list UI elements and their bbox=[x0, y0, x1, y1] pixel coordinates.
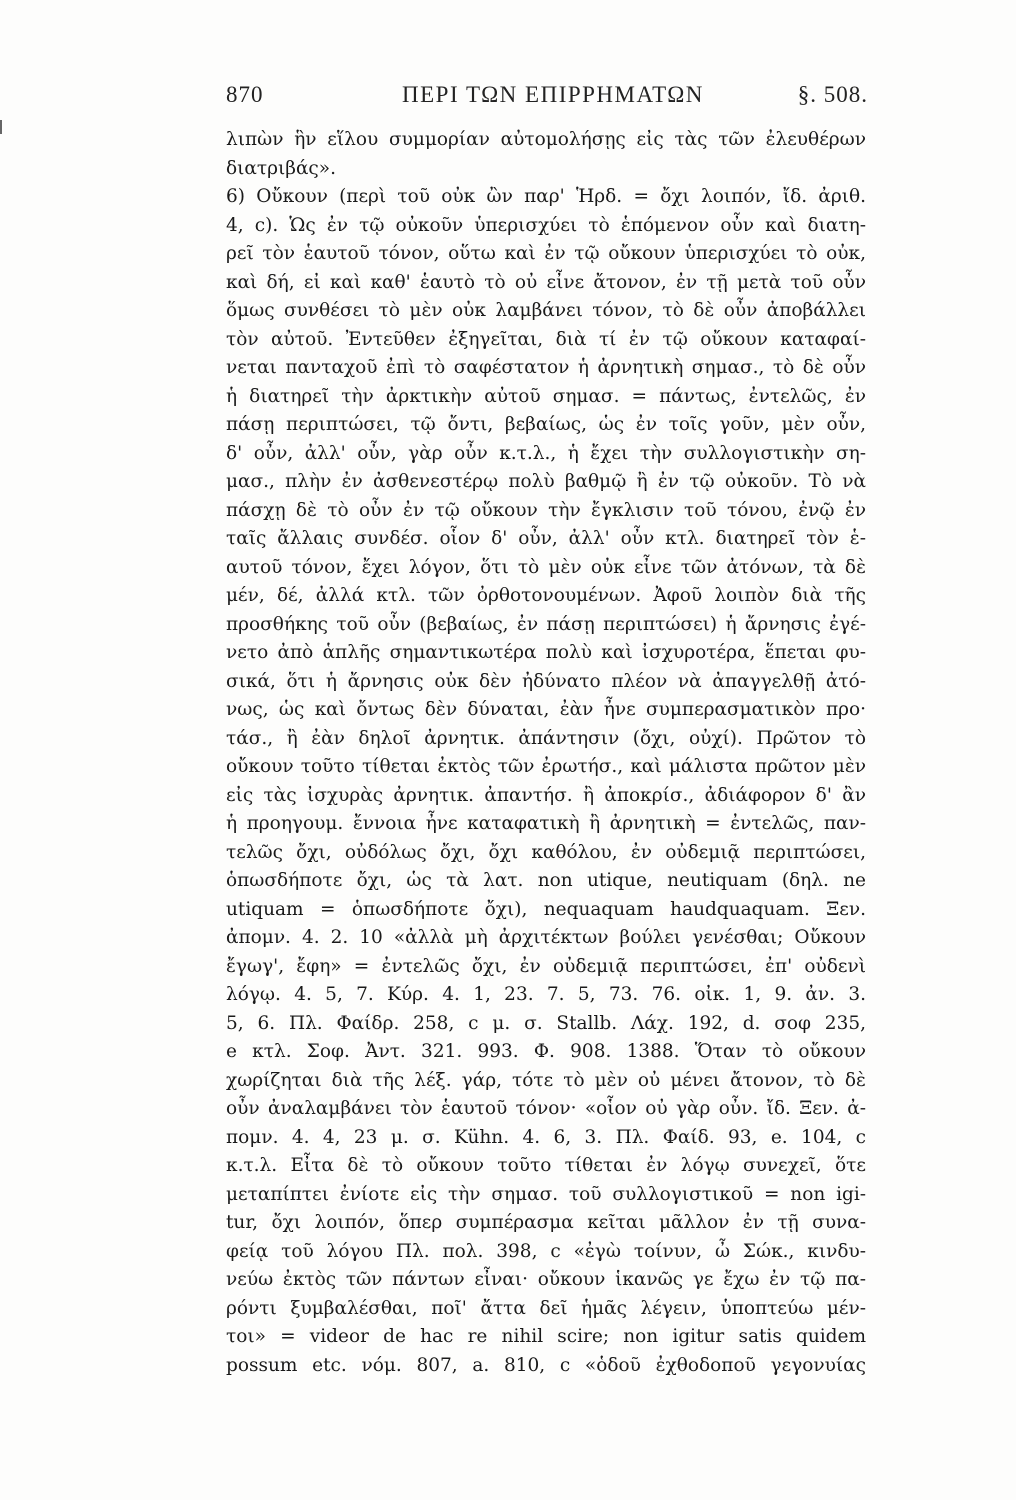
text-line: λόγῳ. 4. 5, 7. Κύρ. 4. 1, 23. 7. 5, 73. 76. οἰκ. 1, 9. ἀν. 3. bbox=[226, 984, 866, 1005]
text-line: λιπὼν ἣν εἵλου συμμορίαν αὐτομολήσῃς εἰς τὰς τῶν ἐλευθέρων bbox=[226, 129, 866, 150]
text-line: ἀπομν. 4. 2. 10 «ἀλλὰ μὴ ἀρχιτέκτων βούλει γενέσθαι; Οὔκουν bbox=[226, 927, 866, 948]
text-line: τάσ., ἢ ἐὰν δηλοῖ ἀρνητικ. ἀπάντησιν (ὄχι, οὐχί). Πρῶτον τὸ bbox=[226, 727, 866, 749]
text-line: μεταπίπτει ἐνίοτε εἰς τὴν σημασ. τοῦ συλλογιστικοῦ = non igi- bbox=[226, 1183, 866, 1205]
text-line: πάσχῃ δὲ τὸ οὖν ἐν τῷ οὔκουν τὴν ἔγκλισιν τοῦ τόνου, ἐνῷ ἐν bbox=[226, 499, 866, 521]
text-line: διατριβάς». bbox=[226, 157, 336, 179]
text-line: ἡ διατηρεῖ τὴν ἀρκτικὴν αὐτοῦ σημασ. = πάντως, ἐντελῶς, ἐν bbox=[226, 385, 866, 407]
text-line: καὶ δή, εἰ καὶ καθ' ἑαυτὸ τὸ οὐ εἶνε ἄτονον, ἐν τῇ μετὰ τοῦ οὖν bbox=[226, 271, 866, 293]
text-line: τοι» = videor de hac re nihil scire; non igitur satis quidem bbox=[226, 1326, 866, 1347]
text-line: ἔγωγ', ἔφη» = ἐντελῶς ὄχι, ἐν οὐδεμιᾷ περιπτώσει, ἐπ' οὐδενὶ bbox=[226, 955, 866, 977]
page-header bbox=[226, 82, 868, 122]
text-line: πομν. 4. 4, 23 μ. σ. Kühn. 4. 6, 3. Πλ. Φαίδ. 93, e. 104, c bbox=[226, 1126, 866, 1148]
text-line: εἰς τὰς ἰσχυρὰς ἀρνητικ. ἀπαντήσ. ἢ ἀποκρίσ., ἀδιάφορον δ' ἂν bbox=[226, 784, 866, 806]
text-line: πάσῃ περιπτώσει, τῷ ὄντι, βεβαίως, ὡς ἐν τοῖς γοῦν, μὲν οὖν, bbox=[226, 414, 866, 435]
text-line: νεται πανταχοῦ ἐπὶ τὸ σαφέστατον ἡ ἀρνητικὴ σημασ., τὸ δὲ οὖν bbox=[226, 357, 866, 378]
body-text bbox=[226, 126, 866, 1409]
text-line: ὅμως συνθέσει τὸ μὲν οὐκ λαμβάνει τόνον, τὸ δὲ οὖν ἀποβάλλει bbox=[226, 300, 866, 321]
text-line: 4, c). Ὡς ἐν τῷ οὐκοῦν ὑπερισχύει τὸ ἑπόμενον οὖν καὶ διατη- bbox=[226, 214, 866, 236]
page-edge-mark bbox=[0, 120, 2, 134]
text-line: νεύω ἐκτὸς τῶν πάντων εἶναι· οὔκουν ἱκανῶς γε ἔχω ἐν τῷ πα- bbox=[226, 1269, 866, 1290]
text-line: αυτοῦ τόνον, ἔχει λόγον, ὅτι τὸ μὲν οὐκ εἶνε τῶν ἀτόνων, τὰ δὲ bbox=[226, 556, 866, 578]
text-line: νως, ὡς καὶ ὄντως δὲν δύναται, ἐὰν ἦνε συμπερασματικὸν προ· bbox=[226, 699, 866, 720]
text-line: οὖν ἀναλαμβάνει τὸν ἑαυτοῦ τόνον· «οἷον οὐ γὰρ οὖν. ἴδ. Ξεν. ἀ- bbox=[226, 1098, 866, 1119]
text-line: νετο ἀπὸ ἁπλῆς σημαντικωτέρα πολὺ καὶ ἰσχυροτέρα, ἕπεται φυ- bbox=[226, 642, 866, 663]
section-number: §. 508. bbox=[797, 82, 868, 107]
text-line: σικά, ὅτι ἡ ἄρνησις οὐκ δὲν ἠδύνατο πλέον νὰ ἀπαγγελθῇ ἀτό- bbox=[226, 670, 866, 692]
text-line: τὸν αὐτοῦ. Ἐντεῦθεν ἐξηγεῖται, διὰ τί ἐν τῷ οὔκουν καταφαί- bbox=[226, 328, 866, 350]
text-line: οὔκουν τοῦτο τίθεται ἐκτὸς τῶν ἐρωτήσ., καὶ μάλιστα πρῶτον μὲν bbox=[226, 756, 866, 777]
text-line: κ.τ.λ. Εἶτα δὲ τὸ οὔκουν τοῦτο τίθεται ἐν λόγῳ συνεχεῖ, ὅτε bbox=[226, 1155, 866, 1176]
text-line: ἡ προηγουμ. ἔννοια ἦνε καταφατικὴ ἢ ἀρνητικὴ = ἐντελῶς, παν- bbox=[226, 813, 866, 834]
text-line bbox=[226, 1380, 866, 1409]
text-line: 5, 6. Πλ. Φαίδρ. 258, c μ. σ. Stallb. Λάχ. 192, d. σοφ 235, bbox=[226, 1012, 866, 1034]
text-line: ρόντι ξυμβαλέσθαι, ποῖ' ἄττα δεῖ ἡμᾶς λέγειν, ὑποπτεύω μέν- bbox=[226, 1297, 866, 1319]
text-line: ταῖς ἄλλαις συνδέσ. οἷον δ' οὖν, ἀλλ' οὖν κτλ. διατηρεῖ τὸν ἑ- bbox=[226, 528, 866, 549]
running-title: ΠΕΡΙ ΤΩΝ ΕΠΙΡΡΗΜΑΤΩΝ bbox=[402, 82, 704, 107]
text-line: δ' οὖν, ἀλλ' οὖν, γὰρ οὖν κ.τ.λ., ἡ ἔχει τὴν συλλογιστικὴν ση- bbox=[226, 442, 866, 464]
text-line: προσθήκης τοῦ οὖν (βεβαίως, ἐν πάσῃ περιπτώσει) ἡ ἄρνησις ἐγέ- bbox=[226, 613, 866, 635]
page-number: 870 bbox=[226, 82, 264, 107]
text-line: ὁπωσδήποτε ὄχι, ὡς τὰ λατ. non utique, neutiquam (δηλ. ne bbox=[226, 870, 866, 891]
text-line: possum etc. νόμ. 807, a. 810, c «ὁδοῦ ἐχθοδοποῦ γεγονυίας bbox=[226, 1354, 866, 1376]
text-line: utiquam = ὁπωσδήποτε ὄχι), nequaquam haudquaquam. Ξεν. bbox=[226, 898, 866, 920]
text-line: e κτλ. Σοφ. Ἀντ. 321. 993. Φ. 908. 1388. Ὅταν τὸ οὔκουν bbox=[226, 1041, 866, 1062]
text-line: ρεῖ τὸν ἑαυτοῦ τόνον, οὕτω καὶ ἐν τῷ οὔκουν ὑπερισχύει τὸ οὐκ, bbox=[226, 243, 866, 264]
text-line: χωρίζηται διὰ τῆς λέξ. γάρ, τότε τὸ μὲν οὐ μένει ἄτονον, τὸ δὲ bbox=[226, 1069, 866, 1091]
text-line: φείᾳ τοῦ λόγου Πλ. πολ. 398, c «ἐγὼ τοίνυν, ὦ Σώκ., κινδυ- bbox=[226, 1240, 866, 1262]
text-line: τελῶς ὄχι, οὐδόλως ὄχι, ὄχι καθόλου, ἐν οὐδεμιᾷ περιπτώσει, bbox=[226, 841, 866, 863]
text-line: tur, ὄχι λοιπόν, ὅπερ συμπέρασμα κεῖται μᾶλλον ἐν τῇ συνα- bbox=[226, 1212, 866, 1233]
text-line: μέν, δέ, ἀλλά κτλ. τῶν ὀρθοτονουμένων. Ἀφοῦ λοιπὸν διὰ τῆς bbox=[226, 585, 866, 606]
text-line: μασ., πλὴν ἐν ἀσθενεστέρῳ πολὺ βαθμῷ ἢ ἐν τῷ οὐκοῦν. Τὸ νὰ bbox=[226, 471, 866, 492]
text-line: 6) Οὔκουν (περὶ τοῦ οὐκ ὢν παρ' Ἡρδ. = ὄχι λοιπόν, ἴδ. ἀριθ. bbox=[226, 186, 866, 207]
